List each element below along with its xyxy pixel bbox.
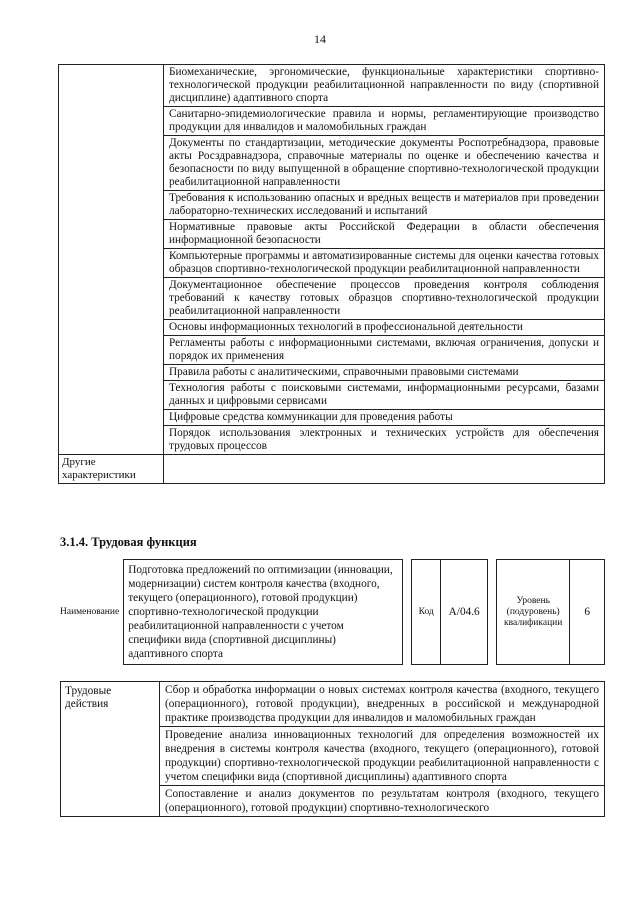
table-row [61,682,605,727]
table-cell: Сопоставление и анализ документов по результатам контроля (входного, текущего (операционного), готовой продукции) спортивно-технологического [160,786,605,817]
table-cell: Документационное обеспечение процессов проведения контроля соблюдения требований к качеству готовых образцов спортивно-технологической продукции реабилитационной направленности [164,278,605,320]
table-cell: Порядок использования электронных и технических устройств для обеспечения трудовых процессов [164,426,605,455]
table-row [60,560,605,665]
table-cell: Сбор и обработка информации о новых системах контроля качества (входного, текущего (операционного), готовой продукции), внедренных в российской и международной практике производства продукции для инвалидов и маломобильных граждан [160,682,605,727]
table-cell: Нормативные правовые акты Российской Федерации в области обеспечения информационной безопасности [164,220,605,249]
empty-label-cell [59,65,164,455]
table-cell: Регламенты работы с информационными системами, включая ограничения, допуски и порядок их применения [164,336,605,365]
table-row [59,455,605,484]
table-cell: Компьютерные программы и автоматизированные системы для оценки качества готовых образцов спортивно-технологической продукции реабилитационной направленности [164,249,605,278]
level-label: Уровень (подуровень) квалификации [497,560,570,665]
actions-label-line-1: Трудовые [65,685,112,697]
other-label-line-1: Другие [62,456,96,468]
table-cell: Требования к использованию опасных и вредных веществ и материалов при проведении лабораторно-технических исследований и испытаний [164,191,605,220]
level-value: 6 [570,560,605,665]
section-heading: 3.1.4. Трудовая функция [60,535,197,549]
actions-label [61,682,160,817]
knowledge-table [58,64,605,484]
table-cell: Санитарно-эпидемиологические правила и нормы, регламентирующие производство продукции для инвалидов и маломобильных граждан [164,107,605,136]
spacer [488,560,497,665]
function-name: Подготовка предложений по оптимизации (инновации, модернизации) систем контроля качества (входного, текущего (операционного), готовой продукции) спортивно-технологической продукции реабилитационной направленности с учетом специфики вида (спортивной дисциплины) адаптивного спорта [124,560,403,665]
table-cell: Документы по стандартизации, методические документы Роспотребнадзора, правовые акты Росздравнадзора, справочные материалы по оценке и обеспечению качества и безопасности по виду выпущенной в обращение спортивно-технологической продукции реабилитационной направленности [164,136,605,191]
other-characteristics-label [59,455,164,484]
name-label: Наименование [60,607,120,617]
other-label-line-2: характеристики [62,469,136,481]
page-number: 14 [314,32,326,46]
table-cell: Проведение анализа инновационных технологий для определения возможностей их внедрения в системы контроля качества (входного, текущего (операционного), готовой продукции) спортивно-технологической продукции реабилитационной направленности с учетом специфики вида (спортивной дисциплины) адаптивного спорта [160,727,605,786]
table-row [59,65,605,107]
other-characteristics-value [164,455,605,484]
table-cell: Цифровые средства коммуникации для проведения работы [164,410,605,426]
code-value: A/04.6 [441,560,488,665]
code-label: Код [412,560,441,665]
table-cell: Основы информационных технологий в профессиональной деятельности [164,320,605,336]
table-cell: Технология работы с поисковыми системами, информационными ресурсами, базами данных и цифровыми сервисами [164,381,605,410]
spacer [403,560,412,665]
table-cell: Правила работы с аналитическими, справочными правовыми системами [164,365,605,381]
actions-table [60,681,605,817]
table-cell: Биомеханические, эргономические, функциональные характеристики спортивно-технологической продукции реабилитационной направленности по виду (спортивной дисциплине) адаптивного спорта [164,65,605,107]
function-header-table [60,559,605,665]
actions-label-line-2: действия [65,698,109,710]
